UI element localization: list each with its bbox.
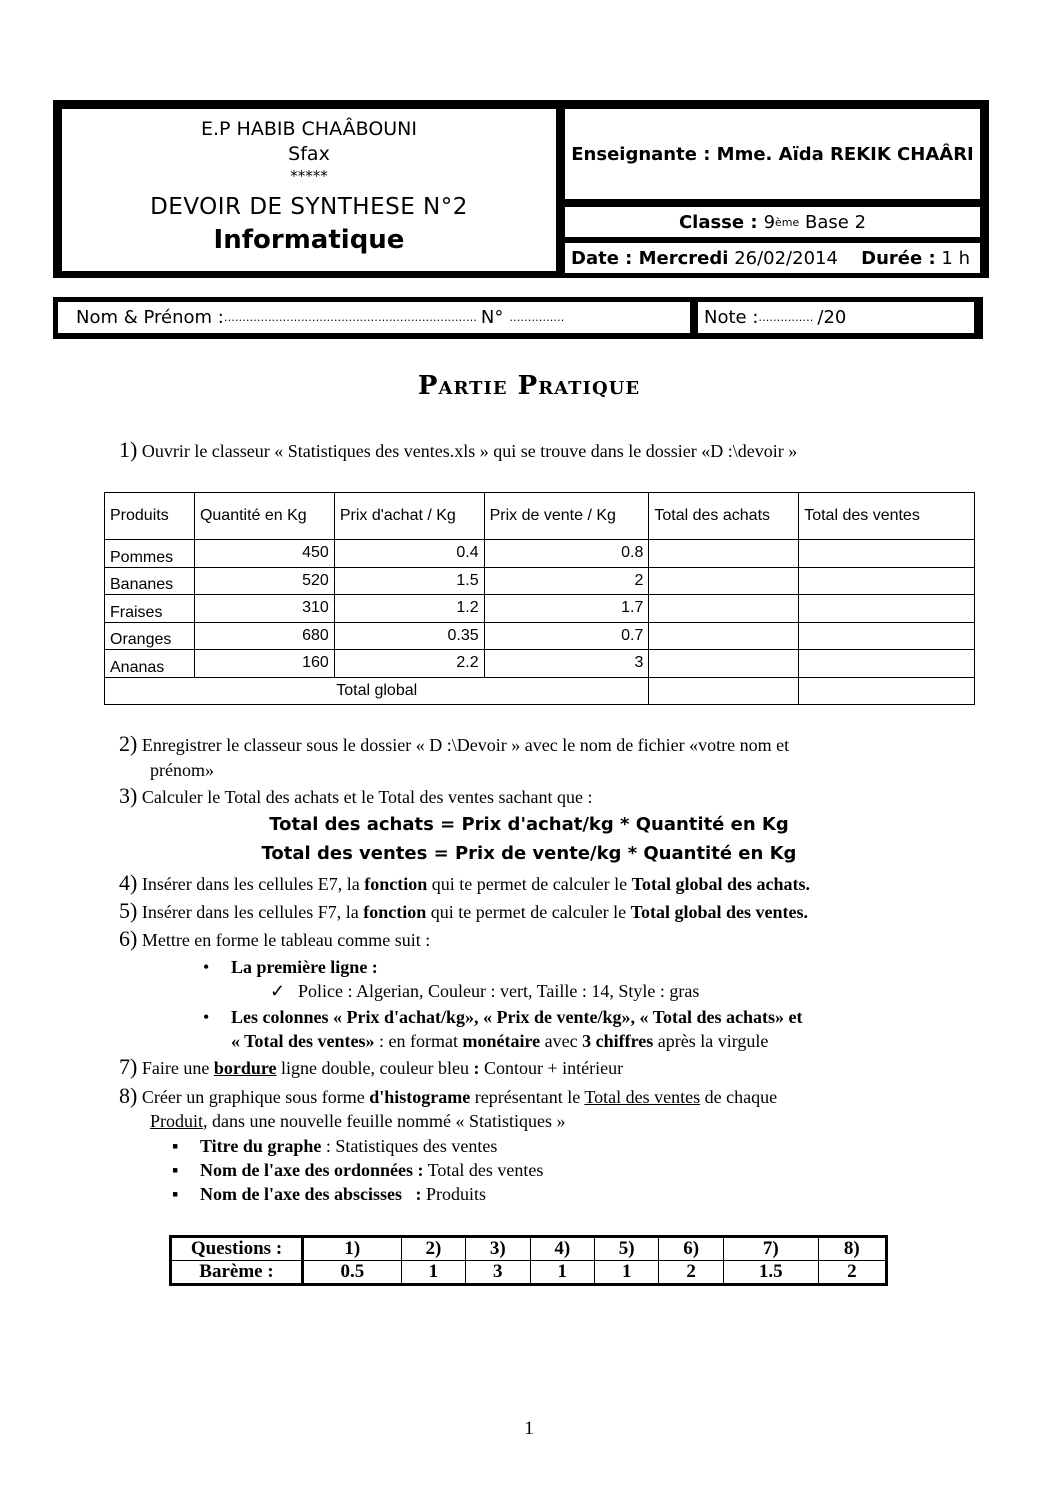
bullet-icon: • bbox=[203, 957, 210, 977]
points-cell: 2 bbox=[818, 1261, 886, 1285]
number-label: N° bbox=[480, 307, 504, 328]
class-name: Base 2 bbox=[805, 211, 867, 233]
item-bold: Nom de l'axe des ordonnées : bbox=[200, 1160, 424, 1180]
column-header: Total des achats bbox=[649, 493, 799, 540]
student-info-row bbox=[53, 297, 983, 339]
points-cell: 1 bbox=[401, 1261, 465, 1285]
question-number: 2) bbox=[119, 731, 138, 756]
cell-quantite: 160 bbox=[194, 650, 334, 678]
question-bold: fonction bbox=[364, 874, 428, 894]
question-text: Créer un graphique sous forme bbox=[141, 1087, 370, 1107]
question-number: 1) bbox=[119, 437, 138, 462]
cell-total-achats bbox=[649, 567, 799, 595]
cell-produit: Oranges bbox=[105, 622, 195, 650]
question-underlined: Total des ventes bbox=[584, 1087, 701, 1107]
date-value: 26/02/2014 bbox=[734, 247, 838, 269]
name-dots: …………………………………………………………… bbox=[223, 311, 477, 324]
question-cell: 6) bbox=[659, 1237, 723, 1261]
check-text: Police : Algerian, Couleur : vert, Taille : 14, Style : gras bbox=[298, 981, 700, 1001]
question-8-continuation bbox=[150, 1109, 565, 1133]
points-cell: 1.5 bbox=[723, 1261, 818, 1285]
question-bold: Total global des ventes. bbox=[630, 902, 809, 922]
table-row bbox=[105, 595, 975, 623]
points-cell: 2 bbox=[659, 1261, 723, 1285]
cell-prix-achat: 1.5 bbox=[334, 567, 484, 595]
grading-scale-table bbox=[169, 1235, 888, 1286]
question-number: 4) bbox=[119, 870, 138, 895]
number-dots: …………… bbox=[509, 311, 565, 324]
table-row bbox=[105, 567, 975, 595]
page-number: 1 bbox=[524, 1418, 534, 1439]
teacher-box bbox=[565, 109, 980, 199]
cell-prix-achat: 0.35 bbox=[334, 622, 484, 650]
question-4 bbox=[119, 871, 810, 896]
class-box bbox=[565, 207, 980, 237]
name-label: Nom & Prénom : bbox=[76, 307, 224, 328]
question-text: Faire une bbox=[141, 1058, 214, 1078]
square-bullet-icon: ▪ bbox=[172, 1160, 179, 1180]
cell-prix-vente: 1.7 bbox=[484, 595, 649, 623]
table-total-row bbox=[105, 677, 975, 705]
column-header: Prix d'achat / Kg bbox=[334, 493, 484, 540]
questions-label: Questions : bbox=[171, 1237, 303, 1261]
cell-produit: Pommes bbox=[105, 540, 195, 568]
class-grade-suffix: ème bbox=[775, 215, 800, 229]
points-cell: 1 bbox=[594, 1261, 658, 1285]
question-number: 3) bbox=[119, 783, 138, 808]
square-bullet-icon: ▪ bbox=[172, 1136, 179, 1156]
question-text: Insérer dans les cellules E7, la bbox=[141, 874, 365, 894]
cell-prix-achat: 2.2 bbox=[334, 650, 484, 678]
cell-quantite: 310 bbox=[194, 595, 334, 623]
cell-total-ventes bbox=[799, 622, 975, 650]
question-text: Calculer le Total des achats et le Total des ventes sachant que : bbox=[141, 787, 593, 807]
cell-total-global-achats bbox=[649, 677, 799, 705]
item-bold: Nom de l'axe des abscisses : bbox=[200, 1184, 422, 1204]
column-header: Total des ventes bbox=[799, 493, 975, 540]
question-cell: 7) bbox=[723, 1237, 818, 1261]
q6-check-1 bbox=[270, 979, 699, 1003]
formula-total-achats: Total des achats = Prix d'achat/kg * Quantité en Kg bbox=[269, 814, 789, 835]
question-3 bbox=[119, 784, 593, 809]
cell-total-ventes bbox=[799, 540, 975, 568]
question-bold: fonction bbox=[363, 902, 427, 922]
item-bold: Titre du graphe bbox=[200, 1136, 322, 1156]
question-cell: 4) bbox=[530, 1237, 594, 1261]
question-underlined: Produit bbox=[150, 1111, 204, 1131]
class-label: Classe : bbox=[678, 211, 758, 233]
student-name-field[interactable] bbox=[58, 302, 690, 333]
question-text: représentant le bbox=[470, 1087, 585, 1107]
question-text: ligne double, couleur bleu bbox=[276, 1058, 474, 1078]
points-cell: 0.5 bbox=[303, 1261, 402, 1285]
bullet-text: La première ligne : bbox=[231, 957, 378, 977]
question-text: qui te permet de calculer le bbox=[426, 902, 631, 922]
bullet-bold: « Total des ventes» bbox=[231, 1031, 375, 1051]
cell-quantite: 680 bbox=[194, 622, 334, 650]
question-5 bbox=[119, 899, 808, 924]
date-label: Date : Mercredi bbox=[571, 247, 729, 269]
points-row bbox=[171, 1261, 887, 1285]
points-cell: 3 bbox=[466, 1261, 530, 1285]
question-text: Mettre en forme le tableau comme suit : bbox=[141, 930, 431, 950]
q8-item-1 bbox=[172, 1134, 497, 1158]
cell-total-achats bbox=[649, 622, 799, 650]
formula-total-ventes: Total des ventes = Prix de vente/kg * Quantité en Kg bbox=[261, 843, 797, 864]
note-label: Note : bbox=[704, 307, 759, 328]
question-text: Insérer dans les cellules F7, la bbox=[141, 902, 364, 922]
cell-quantite: 520 bbox=[194, 567, 334, 595]
student-note-field[interactable] bbox=[696, 302, 974, 333]
cell-quantite: 450 bbox=[194, 540, 334, 568]
question-cell: 5) bbox=[594, 1237, 658, 1261]
cell-total-achats bbox=[649, 540, 799, 568]
total-global-label: Total global bbox=[105, 677, 649, 705]
class-grade: 9 bbox=[763, 211, 776, 233]
question-2-continuation: prénom» bbox=[150, 760, 214, 780]
question-text: de chaque bbox=[700, 1087, 778, 1107]
cell-produit: Bananes bbox=[105, 567, 195, 595]
question-bold: d'histograme bbox=[369, 1087, 471, 1107]
exam-subject: Informatique bbox=[213, 225, 405, 255]
duration-label: Durée : bbox=[861, 247, 936, 269]
question-cell: 1) bbox=[303, 1237, 402, 1261]
question-number: 5) bbox=[119, 898, 138, 923]
points-cell: 1 bbox=[530, 1261, 594, 1285]
cell-total-achats bbox=[649, 595, 799, 623]
column-header: Prix de vente / Kg bbox=[484, 493, 649, 540]
question-number: 7) bbox=[119, 1054, 138, 1079]
note-dots: …………… bbox=[758, 311, 814, 324]
q8-item-3 bbox=[172, 1182, 486, 1206]
question-number: 8) bbox=[119, 1083, 138, 1108]
question-bold: : bbox=[473, 1058, 480, 1078]
column-header: Produits bbox=[105, 493, 195, 540]
q8-item-2 bbox=[172, 1158, 543, 1182]
question-number: 6) bbox=[119, 926, 138, 951]
table-row bbox=[105, 540, 975, 568]
bullet-text: : en format bbox=[374, 1031, 463, 1051]
teacher-name: Enseignante : Mme. Aïda REKIK CHAÂRI bbox=[571, 143, 974, 165]
question-text: Ouvrir le classeur « Statistiques des ventes.xls » qui se trouve dans le dossier «D :\devoir » bbox=[141, 441, 798, 461]
bullet-text: Les colonnes « Prix d'achat/kg», « Prix de vente/kg», « Total des achats» et bbox=[231, 1007, 803, 1027]
bullet-text: après la virgule bbox=[653, 1031, 769, 1051]
bullet-bold: monétaire bbox=[462, 1031, 541, 1051]
exam-title: DEVOIR DE SYNTHESE N°2 bbox=[150, 194, 468, 220]
question-bold: Total global des achats. bbox=[631, 874, 811, 894]
duration-value: 1 h bbox=[941, 247, 970, 269]
stars-divider: ***** bbox=[290, 167, 328, 185]
section-title: Partie Pratique bbox=[417, 371, 641, 401]
note-max: /20 bbox=[817, 307, 847, 328]
bullet-icon: • bbox=[203, 1007, 210, 1027]
checkmark-icon: ✓ bbox=[270, 981, 286, 1001]
cell-prix-vente: 0.8 bbox=[484, 540, 649, 568]
question-8 bbox=[119, 1084, 777, 1109]
bullet-bold: 3 chiffres bbox=[582, 1031, 654, 1051]
cell-total-ventes bbox=[799, 567, 975, 595]
question-cell: 3) bbox=[466, 1237, 530, 1261]
exam-header bbox=[53, 100, 989, 278]
school-name: E.P HABIB CHAÂBOUNI bbox=[201, 118, 417, 140]
cell-prix-vente: 3 bbox=[484, 650, 649, 678]
cell-total-achats bbox=[649, 650, 799, 678]
item-text: Produits bbox=[421, 1184, 487, 1204]
bareme-label: Barème : bbox=[171, 1261, 303, 1285]
item-text: Total des ventes bbox=[423, 1160, 544, 1180]
cell-produit: Ananas bbox=[105, 650, 195, 678]
table-row bbox=[105, 622, 975, 650]
item-text: : Statistiques des ventes bbox=[321, 1136, 498, 1156]
cell-prix-vente: 0.7 bbox=[484, 622, 649, 650]
question-text: , dans une nouvelle feuille nommé « Statistiques » bbox=[203, 1111, 566, 1131]
questions-row bbox=[171, 1237, 887, 1261]
cell-total-ventes bbox=[799, 595, 975, 623]
table-header-row bbox=[105, 493, 975, 540]
bullet-text: avec bbox=[540, 1031, 583, 1051]
sales-table bbox=[104, 492, 975, 705]
cell-prix-achat: 0.4 bbox=[334, 540, 484, 568]
question-text: qui te permet de calculer le bbox=[427, 874, 632, 894]
cell-total-ventes bbox=[799, 650, 975, 678]
cell-prix-vente: 2 bbox=[484, 567, 649, 595]
question-2 bbox=[119, 732, 789, 757]
question-text: Contour + intérieur bbox=[479, 1058, 624, 1078]
school-city: Sfax bbox=[288, 143, 330, 165]
exam-duration bbox=[861, 248, 970, 269]
question-cell: 8) bbox=[818, 1237, 886, 1261]
q6-bullet-1 bbox=[203, 955, 378, 979]
question-underlined-bold: bordure bbox=[213, 1058, 277, 1078]
school-info-box bbox=[62, 109, 556, 271]
question-6 bbox=[119, 927, 430, 952]
date-duration-box bbox=[565, 243, 980, 273]
table-row bbox=[105, 650, 975, 678]
column-header: Quantité en Kg bbox=[194, 493, 334, 540]
question-text-line1: Enregistrer le classeur sous le dossier « D :\Devoir » avec le nom de fichier «votre nom et bbox=[141, 735, 790, 755]
square-bullet-icon: ▪ bbox=[172, 1184, 179, 1204]
q6-bullet-2 bbox=[203, 1005, 803, 1029]
question-cell: 2) bbox=[401, 1237, 465, 1261]
exam-date bbox=[571, 248, 838, 269]
cell-produit: Fraises bbox=[105, 595, 195, 623]
question-7 bbox=[119, 1055, 623, 1080]
q6-bullet-2-continuation bbox=[231, 1029, 768, 1053]
question-1 bbox=[119, 438, 797, 463]
cell-total-global-ventes bbox=[799, 677, 975, 705]
cell-prix-achat: 1.2 bbox=[334, 595, 484, 623]
